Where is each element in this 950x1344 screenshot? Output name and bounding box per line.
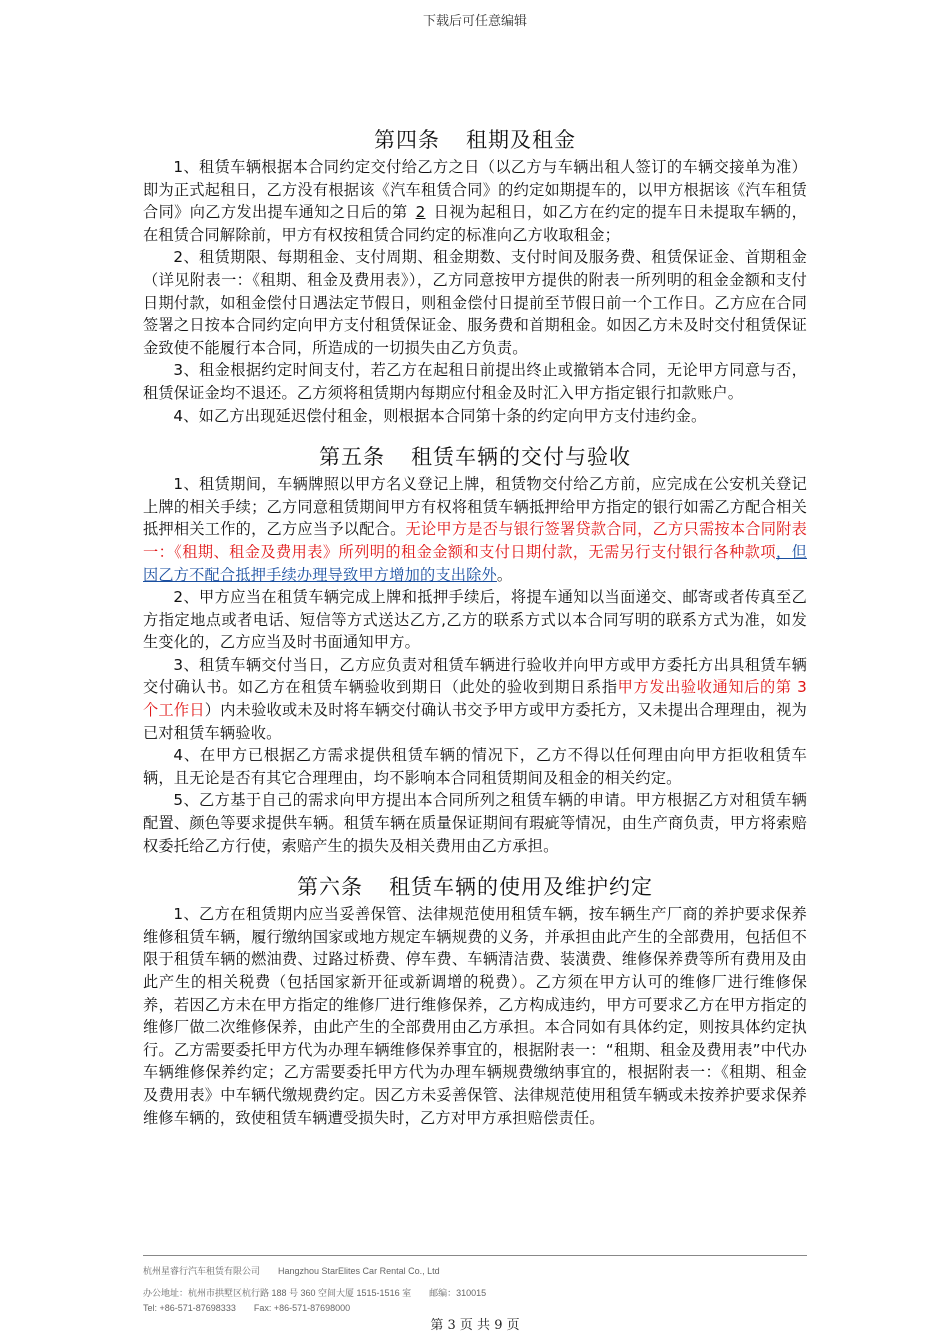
article-4-clause-2: 2、租赁期限、每期租金、支付周期、租金期数、支付时间及服务费、租赁保证金、首期租金（详见附表一：《租期、租金及费用表》），乙方同意按甲方提供的附表一所列明的租金金额和支付日期付款，如租金偿付日遇法定节假日，则租金偿付日提前至节假日前一个工作日。乙方应在合同签署之日按本合同约定向甲方支付租赁保证金、服务费和首期租金。如因乙方未及时交付租赁保证金致使不能履行本合同，所造成的一切损失由乙方负责。 — [143, 248, 807, 357]
article-6-heading: 第六条 租赁车辆的使用及维护约定 — [297, 875, 653, 900]
article-6 — [143, 871, 807, 1129]
footer-address: 办公地址：杭州市拱墅区杭行路 188 号 360 空间大厦 1515-1516 室 邮编：310015 — [143, 1288, 487, 1298]
article-4 — [143, 124, 807, 427]
article-4-clause-3: 3、租金根据约定时间支付，若乙方在起租日前提出终止或撤销本合同，无论甲方同意与否，租赁保证金均不退还。乙方须将租赁期内每期应付租金及时汇入甲方指定银行扣款账户。 — [143, 361, 807, 402]
download-note: 下载后可任意编辑 — [422, 14, 527, 29]
highlight-red-text: 甲方发出验收通知后的第 3 个工作日 — [143, 678, 807, 720]
blank-day-value: 2 — [415, 203, 426, 222]
footer-company: 杭州星睿行汽车租赁有限公司 Hangzhou StarElites Car Rental Co., Ltd — [143, 1266, 440, 1276]
article-5-clause-5: 5、乙方基于自己的需求向甲方提出本合同所列之租赁车辆的申请。甲方根据乙方对租赁车辆配置、颜色等要求提供车辆。租赁车辆在质量保证期间有瑕疵等情况，由生产商负责，甲方将索赔权委托给乙方行使，索赔产生的损失及相关费用由乙方承担。 — [143, 791, 807, 855]
article-4-clause-4: 4、如乙方出现延迟偿付租金，则根据本合同第十条的约定向甲方支付违约金。 — [173, 406, 707, 425]
highlight-red-text: 无论甲方是否与银行签署贷款合同，乙方只需按本合同附表一：《租期、租金及费用表》所列明的租金金额和支付日期付款，无需另行支付银行各种款项 — [143, 520, 807, 561]
footer-contact: Tel: +86-571-87698333 Fax: +86-571-87698000 — [143, 1303, 351, 1313]
article-5-clause-3: 3、租赁车辆交付当日，乙方应负责对租赁车辆进行验收并向甲方或甲方委托方出具租赁车辆交付确认书。如乙方在租赁车辆验收到期日（此处的验收到期日系指甲方发出验收通知后的第 3 个工作日）内未验收或未及时将车辆交付确认书交予甲方或甲方委托方，又未提出合理理由，视为已对租赁车辆验收。 — [143, 655, 807, 742]
footer-divider — [143, 1255, 807, 1256]
article-4-heading: 第四条 租期及租金 — [374, 128, 576, 152]
revision-underline-text: ，但因乙方不配合抵押手续办理导致甲方增加的支出除外 — [143, 542, 807, 584]
article-5-heading: 第五条 租赁车辆的交付与验收 — [319, 445, 631, 470]
article-5-clause-4: 4、在甲方已根据乙方需求提供租赁车辆的情况下，乙方不得以任何理由向甲方拒收租赁车辆，且无论是否有其它合理理由，均不影响本合同租赁期间及租金的相关约定。 — [143, 746, 807, 787]
article-5-clause-1: 1、租赁期间，车辆牌照以甲方名义登记上牌，租赁物交付给乙方前，应完成在公安机关登记上牌的相关手续；乙方同意租赁期间甲方有权将租赁车辆抵押给甲方指定的银行如需乙方配合相关抵押相关工作的，乙方应当予以配合。无论甲方是否与银行签署贷款合同，乙方只需按本合同附表一：《租期、租金及费用表》所列明的租金金额和支付日期付款，无需另行支付银行各种款项，但因乙方不配合抵押手续办理导致甲方增加的支出除外。 — [143, 475, 807, 584]
page-number: 第 3 页 共 9 页 — [430, 1318, 520, 1333]
article-6-clause-1: 1、乙方在租赁期内应当妥善保管、法律规范使用租赁车辆，按车辆生产厂商的养护要求保养维修租赁车辆，履行缴纳国家或地方规定车辆规费的义务，并承担由此产生的全部费用，包括但不限于租赁车辆的燃油费、过路过桥费、停车费、车辆清洁费、装潢费、维修保养费等所有费用及由此产生的相关税费（包括国家新开征或新调增的税费）。乙方须在甲方认可的维修厂进行维修保养，若因乙方未在甲方指定的维修厂进行维修保养，乙方构成违约，甲方可要求乙方在甲方指定的维修厂做二次维修保养，由此产生的全部费用由乙方承担。本合同如有具体约定，则按具体约定执行。乙方需要委托甲方代为办理车辆维修保养事宜的，根据附表一：“租期、租金及费用表”中代办车辆维修保养约定；乙方需要委托甲方代为办理车辆规费缴纳事宜的，根据附表一：《租期、租金及费用表》中车辆代缴规费约定。因乙方未妥善保管、法律规范使用租赁车辆或未按养护要求保养维修车辆的，致使租赁车辆遭受损失时，乙方对甲方承担赔偿责任。 — [143, 905, 807, 1127]
article-5-clause-2: 2、甲方应当在租赁车辆完成上牌和抵押手续后，将提车通知以当面递交、邮寄或者传真至乙方指定地点或者电话、短信等方式送达乙方,乙方的联系方式以本合同写明的联系方式为准，如发生变化的，乙方应当及时书面通知甲方。 — [143, 588, 807, 652]
contract-body — [143, 124, 807, 1143]
article-5 — [143, 441, 807, 857]
article-4-clause-1: 1、租赁车辆根据本合同约定交付给乙方之日（以乙方与车辆出租人签订的车辆交接单为准）即为正式起租日，乙方没有根据该《汽车租赁合同》的约定如期提车的，以甲方根据该《汽车租赁合同》向乙方发出提车通知之日后的第 2 日视为起租日，如乙方在约定的提车日未提取车辆的，在租赁合同解除前，甲方有权按租赁合同约定的标准向乙方收取租金； — [143, 158, 807, 244]
